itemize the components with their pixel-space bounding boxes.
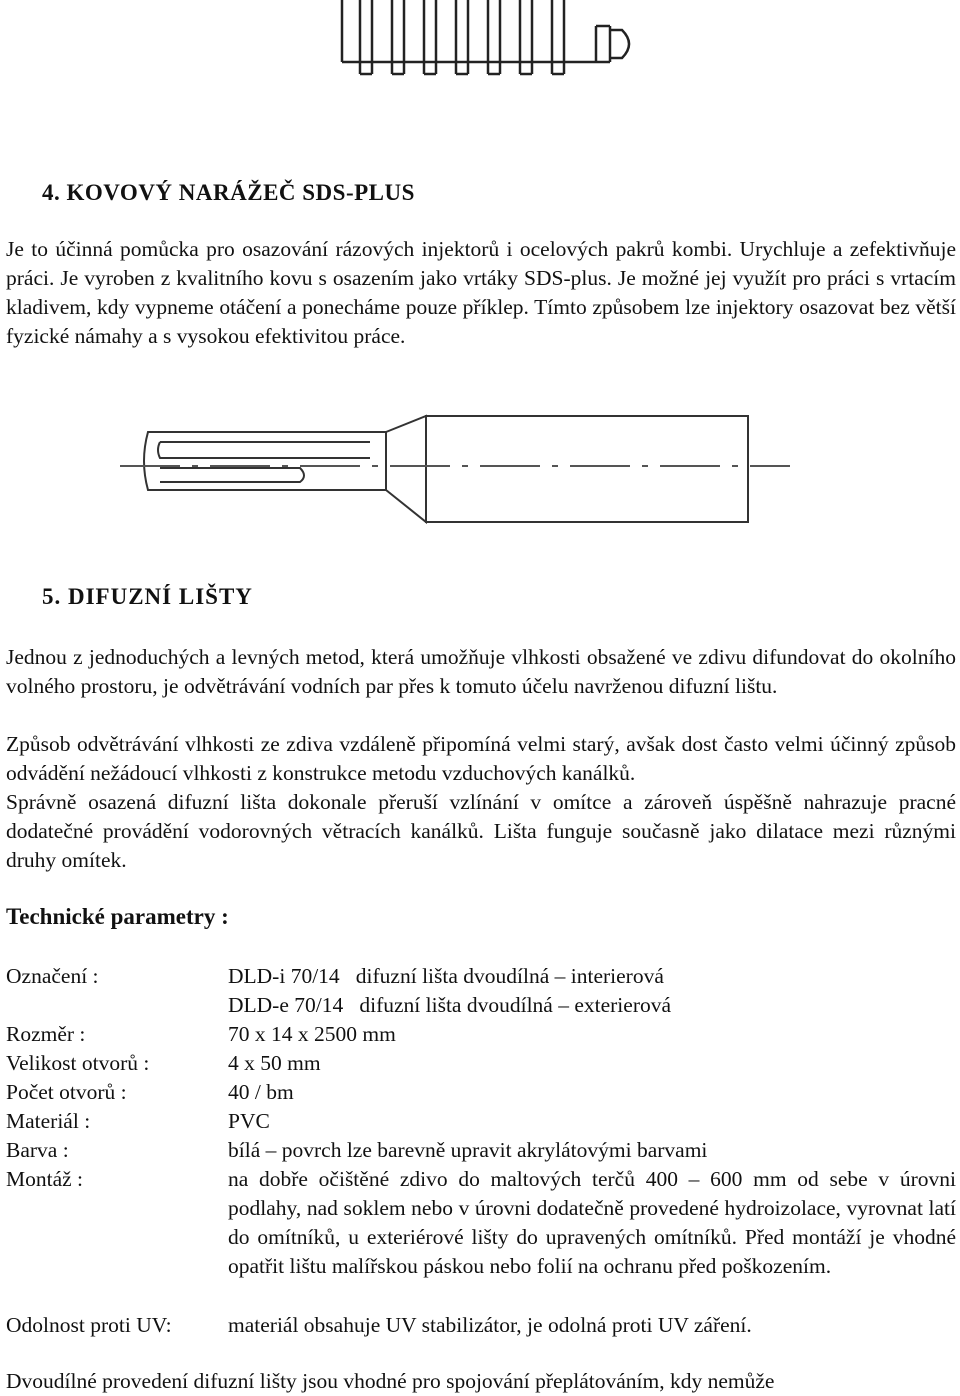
section-5-paragraph-1: Jednou z jednoduchých a levných metod, která umožňuje vlhkosti obsažené ve zdivu difundovat do okolního volného prostoru, je odvětrávání vodních par přes k tomuto účelu navrženou difuzní lištu. — [6, 645, 956, 698]
section-5-heading: 5. DIFUZNÍ LIŠTY — [42, 584, 253, 609]
param-label-oznaceni: Označení : — [6, 964, 99, 988]
param-label-odolnost-uv: Odolnost proti UV: — [6, 1313, 172, 1337]
param-label-pocet-otvoru: Počet otvorů : — [6, 1080, 127, 1104]
param-value-pocet-otvoru: 40 / bm — [228, 1080, 294, 1104]
section-4-paragraph: Je to účinná pomůcka pro osazování rázových injektorů i ocelových pakrů kombi. Urychluje a zefektivňuje práci. Je vyroben z kvalitního kovu s osazením jako vrtáky SDS-plus. Je možné jej využít pro práci s vrtacím kladivem, kdy vypneme otáčení a ponecháme pouze příklep. Tímto způsobem lze injektory osazovat bez větší fyzické námahy a s vysokou efektivitou práce. — [6, 237, 956, 348]
param-value-barva: bílá – povrch lze barevně upravit akrylátovými barvami — [228, 1138, 708, 1162]
param-value-material: PVC — [228, 1109, 270, 1133]
param-label-rozmer: Rozměr : — [6, 1022, 86, 1046]
section-4-heading: 4. KOVOVÝ NARÁŽEČ SDS-PLUS — [42, 180, 415, 205]
param-value-oznaceni-1: DLD-i 70/14 difuzní lišta dvoudílná – interierová — [228, 964, 664, 988]
param-label-material: Materiál : — [6, 1109, 91, 1133]
param-value-montaz: na dobře očištěné zdivo do maltových terčů 400 – 600 mm od sebe v úrovni podlahy, nad soklem nebo v úrovni dodatečně provedené hydroizolace, vyrovnat latí do omítníků, u exteriérové lišty do upravených omítníků. Před montáží je vhodné opatřit lištu malířskou páskou nebo folií na ochranu před poškozením. — [228, 1167, 956, 1278]
param-label-montaz: Montáž : — [6, 1167, 84, 1191]
param-label-barva: Barva : — [6, 1138, 69, 1162]
section-5-paragraph-3: Správně osazená difuzní lišta dokonale přeruší vzlínání v omítce a zároveň úspěšně nahrazuje pracné dodatečné provádění vodorovných větracích kanálků. Lišta funguje současně jako dilatace mezi různými druhy omítek. — [6, 790, 956, 872]
section-5-paragraph-2: Způsob odvětrávání vlhkosti ze zdiva vzdáleně připomíná velmi starý, avšak dost často velmi účinný způsob odvádění nežádoucí vlhkosti z konstrukce metodu vzduchových kanálků. — [6, 732, 956, 785]
param-label-velikost-otvoru: Velikost otvorů : — [6, 1051, 150, 1075]
param-value-rozmer: 70 x 14 x 2500 mm — [228, 1022, 396, 1046]
param-value-oznaceni-2: DLD-e 70/14 difuzní lišta dvoudílná – exterierová — [228, 993, 672, 1017]
sds-plus-tool-drawing — [120, 410, 800, 530]
param-value-odolnost-uv: materiál obsahuje UV stabilizátor, je odolná proti UV záření. — [228, 1313, 752, 1337]
injector-drawing — [300, 0, 640, 80]
footer-paragraph-line: Dvoudílné provedení difuzní lišty jsou vhodné pro spojování přeplátováním, kdy nemůže — [6, 1369, 775, 1393]
param-value-velikost-otvoru: 4 x 50 mm — [228, 1051, 321, 1075]
technical-parameters-heading: Technické parametry : — [6, 904, 229, 929]
